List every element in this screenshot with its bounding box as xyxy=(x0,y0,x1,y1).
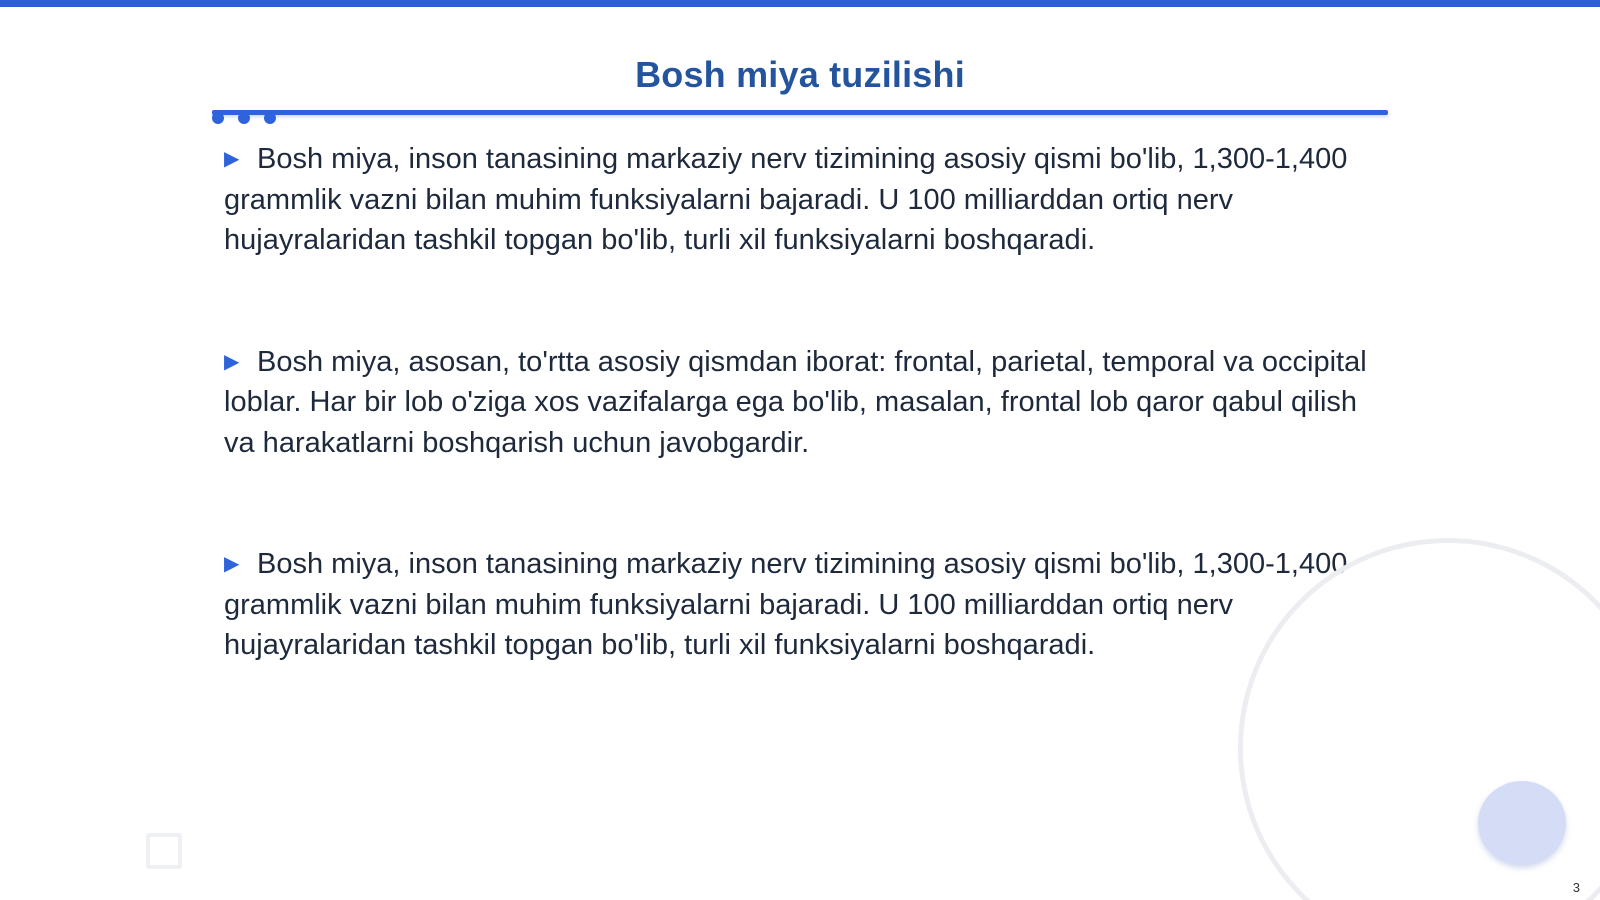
triangle-right-icon: ▶ xyxy=(224,553,240,575)
triangle-right-icon: ▶ xyxy=(224,350,240,373)
bullet-list xyxy=(224,139,1384,747)
decorative-dot xyxy=(238,112,250,124)
decorative-circle xyxy=(1478,781,1566,865)
bullet-item xyxy=(224,139,1384,261)
bullet-text: Bosh miya, inson tanasining markaziy nerv tizimining asosiy qismi bo'lib, 1,300-1,400 grammlik vazni bilan muhim funksiyalarni bajaradi. U 100 milliarddan ortiq nerv hujayralaridan tashkil topgan bo'lib, turli xil funksiyalarni boshqaradi. xyxy=(224,143,1348,256)
decorative-dot xyxy=(264,112,276,124)
bullet-item xyxy=(224,342,1384,464)
bullet-item xyxy=(224,544,1384,666)
bullet-text: Bosh miya, inson tanasining markaziy nerv tizimining asosiy qismi bo'lib, 1,300-1,400 grammlik vazni bilan muhim funksiyalarni bajaradi. U 100 milliarddan ortiq nerv hujayralaridan tashkil topgan bo'lib, turli xil funksiyalarni boshqaradi. xyxy=(224,548,1348,661)
top-accent-bar xyxy=(0,0,1600,7)
slide-title: Bosh miya tuzilishi xyxy=(635,54,965,95)
decorative-square xyxy=(146,833,182,869)
title-underline xyxy=(212,110,1388,115)
page-number: 3 xyxy=(1572,880,1580,895)
decorative-dot xyxy=(212,112,224,124)
bullet-text: Bosh miya, asosan, to'rtta asosiy qismdan iborat: frontal, parietal, temporal va occipital loblar. Har bir lob o'ziga xos vazifalarga ega bo'lib, masalan, frontal lob qaror qabul qilish va harakatlarni boshqarish uchun javobgardir. xyxy=(224,345,1367,459)
triangle-right-icon: ▶ xyxy=(224,148,240,170)
